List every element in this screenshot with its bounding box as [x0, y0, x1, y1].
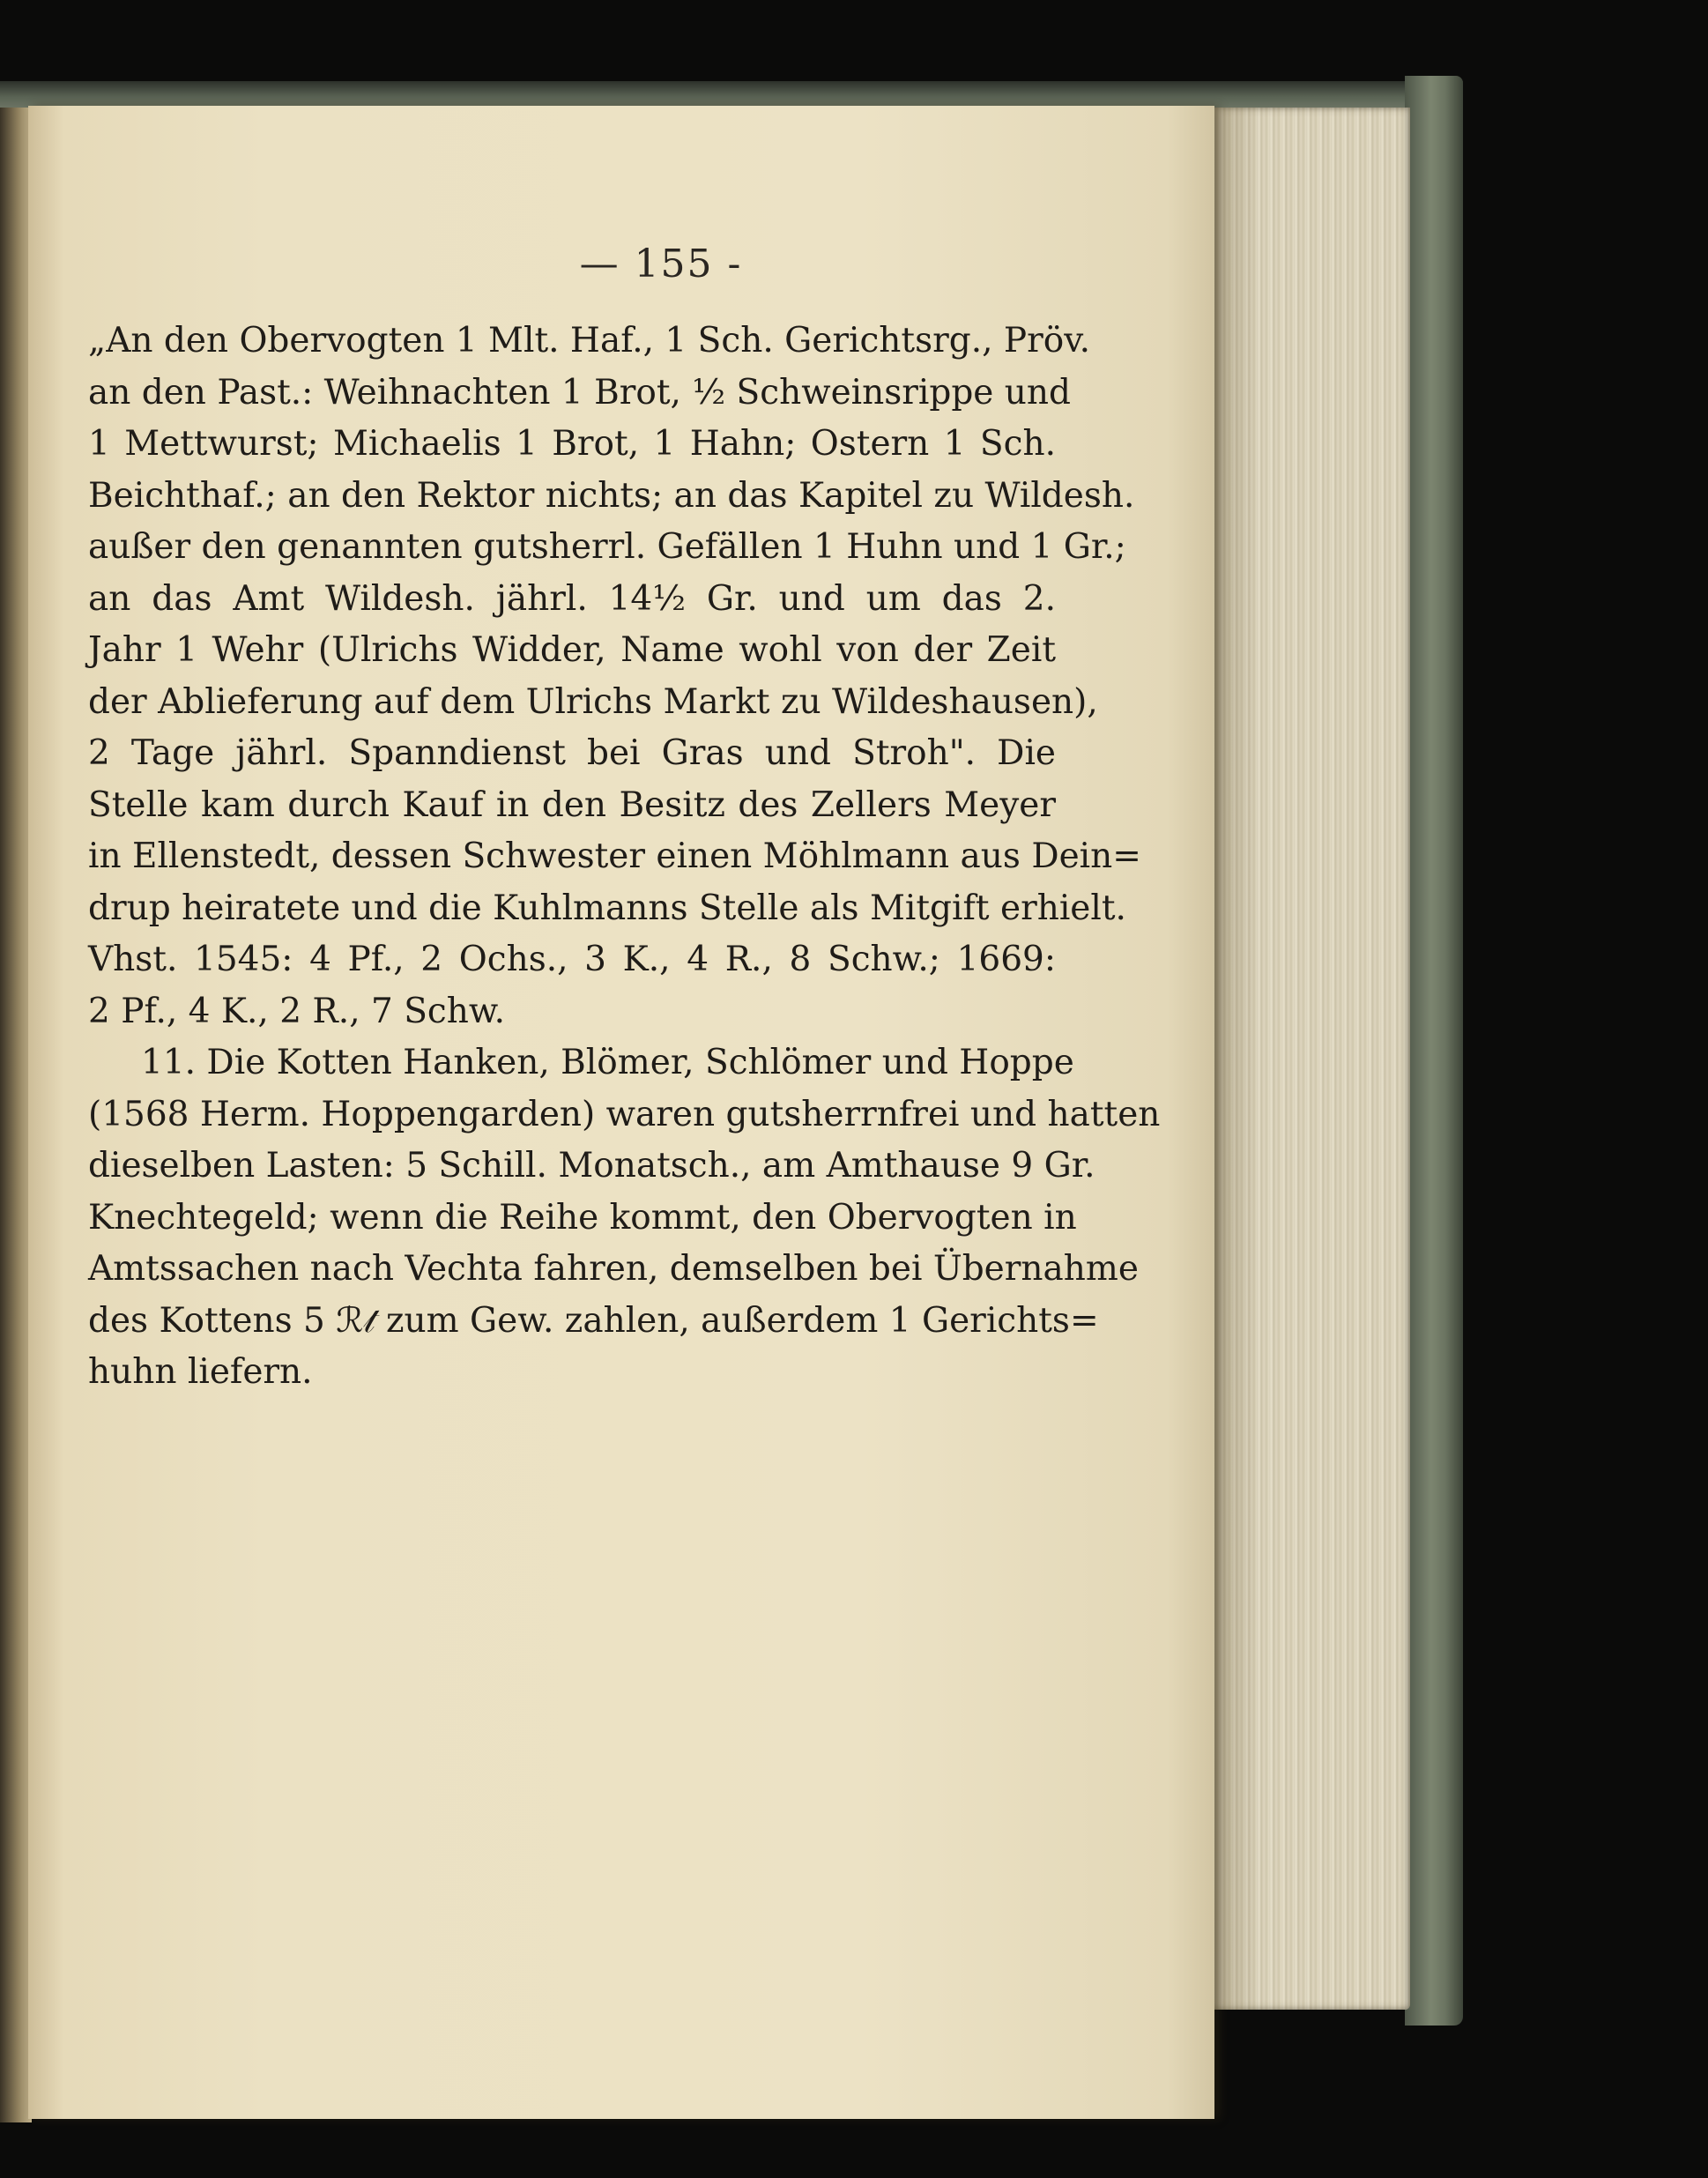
cover-right-edge	[1405, 76, 1463, 2026]
text-line: an den Past.: Weihnachten 1 Brot, ½ Schweinsrippe und	[88, 372, 1071, 413]
text-line: Vhst. 1545: 4 Pf., 2 Ochs., 3 K., 4 R., 8 Schw.; 1669:	[88, 940, 1056, 979]
text-line: Knechtegeld; wenn die Reihe kommt, den Obervogten in	[88, 1197, 1077, 1238]
text-line: in Ellenstedt, dessen Schwester einen Möhlmann aus Dein=	[88, 836, 1141, 876]
page-stack-fore-edge	[1207, 108, 1410, 2010]
text-line: des Kottens 5 ℛ𝓉 zum Gew. zahlen, außerdem 1 Gerichts=	[88, 1300, 1099, 1341]
text-line: an das Amt Wildesh. jährl. 14½ Gr. und um das 2.	[88, 578, 1056, 619]
text-line: 1 Mettwurst; Michaelis 1 Brot, 1 Hahn; Ostern 1 Sch.	[88, 424, 1056, 464]
text-line: außer den genannten gutsherrl. Gefällen 1 Huhn und 1 Gr.;	[88, 527, 1126, 567]
text-line: Stelle kam durch Kauf in den Besitz des Zellers Meyer	[88, 784, 1056, 825]
page-number: — 155 -	[579, 242, 743, 286]
cover-top-edge	[0, 81, 1463, 108]
text-line: (1568 Herm. Hoppengarden) waren gutsherrnfrei und hatten	[88, 1094, 1161, 1134]
text-line: huhn liefern.	[88, 1352, 313, 1392]
body-text	[88, 316, 1161, 1399]
text-line: Beichthaf.; an den Rektor nichts; an das Kapitel zu Wildesh.	[88, 475, 1135, 516]
text-line: drup heiratete und die Kuhlmanns Stelle als Mitgift erhielt.	[88, 888, 1126, 928]
text-line: dieselben Lasten: 5 Schill. Monatsch., am Amthause 9 Gr.	[88, 1146, 1095, 1186]
text-line: Jahr 1 Wehr (Ulrichs Widder, Name wohl von der Zeit	[88, 630, 1056, 670]
text-line: 2 Tage jährl. Spanndienst bei Gras und Stroh". Die	[88, 733, 1056, 773]
text-line: Amtssachen nach Vechta fahren, demselben bei Übernahme	[88, 1249, 1139, 1289]
text-line: der Ablieferung auf dem Ulrichs Markt zu Wildeshausen),	[88, 681, 1098, 722]
left-page-edge	[0, 95, 32, 2122]
text-line: 2 Pf., 4 K., 2 R., 7 Schw.	[88, 991, 506, 1031]
text-line: 11. Die Kotten Hanken, Blömer, Schlömer und Hoppe	[141, 1043, 1074, 1082]
printed-page	[28, 106, 1214, 2119]
text-line: „An den Obervogten 1 Mlt. Haf., 1 Sch. Gerichtsrg., Pröv.	[88, 321, 1091, 361]
